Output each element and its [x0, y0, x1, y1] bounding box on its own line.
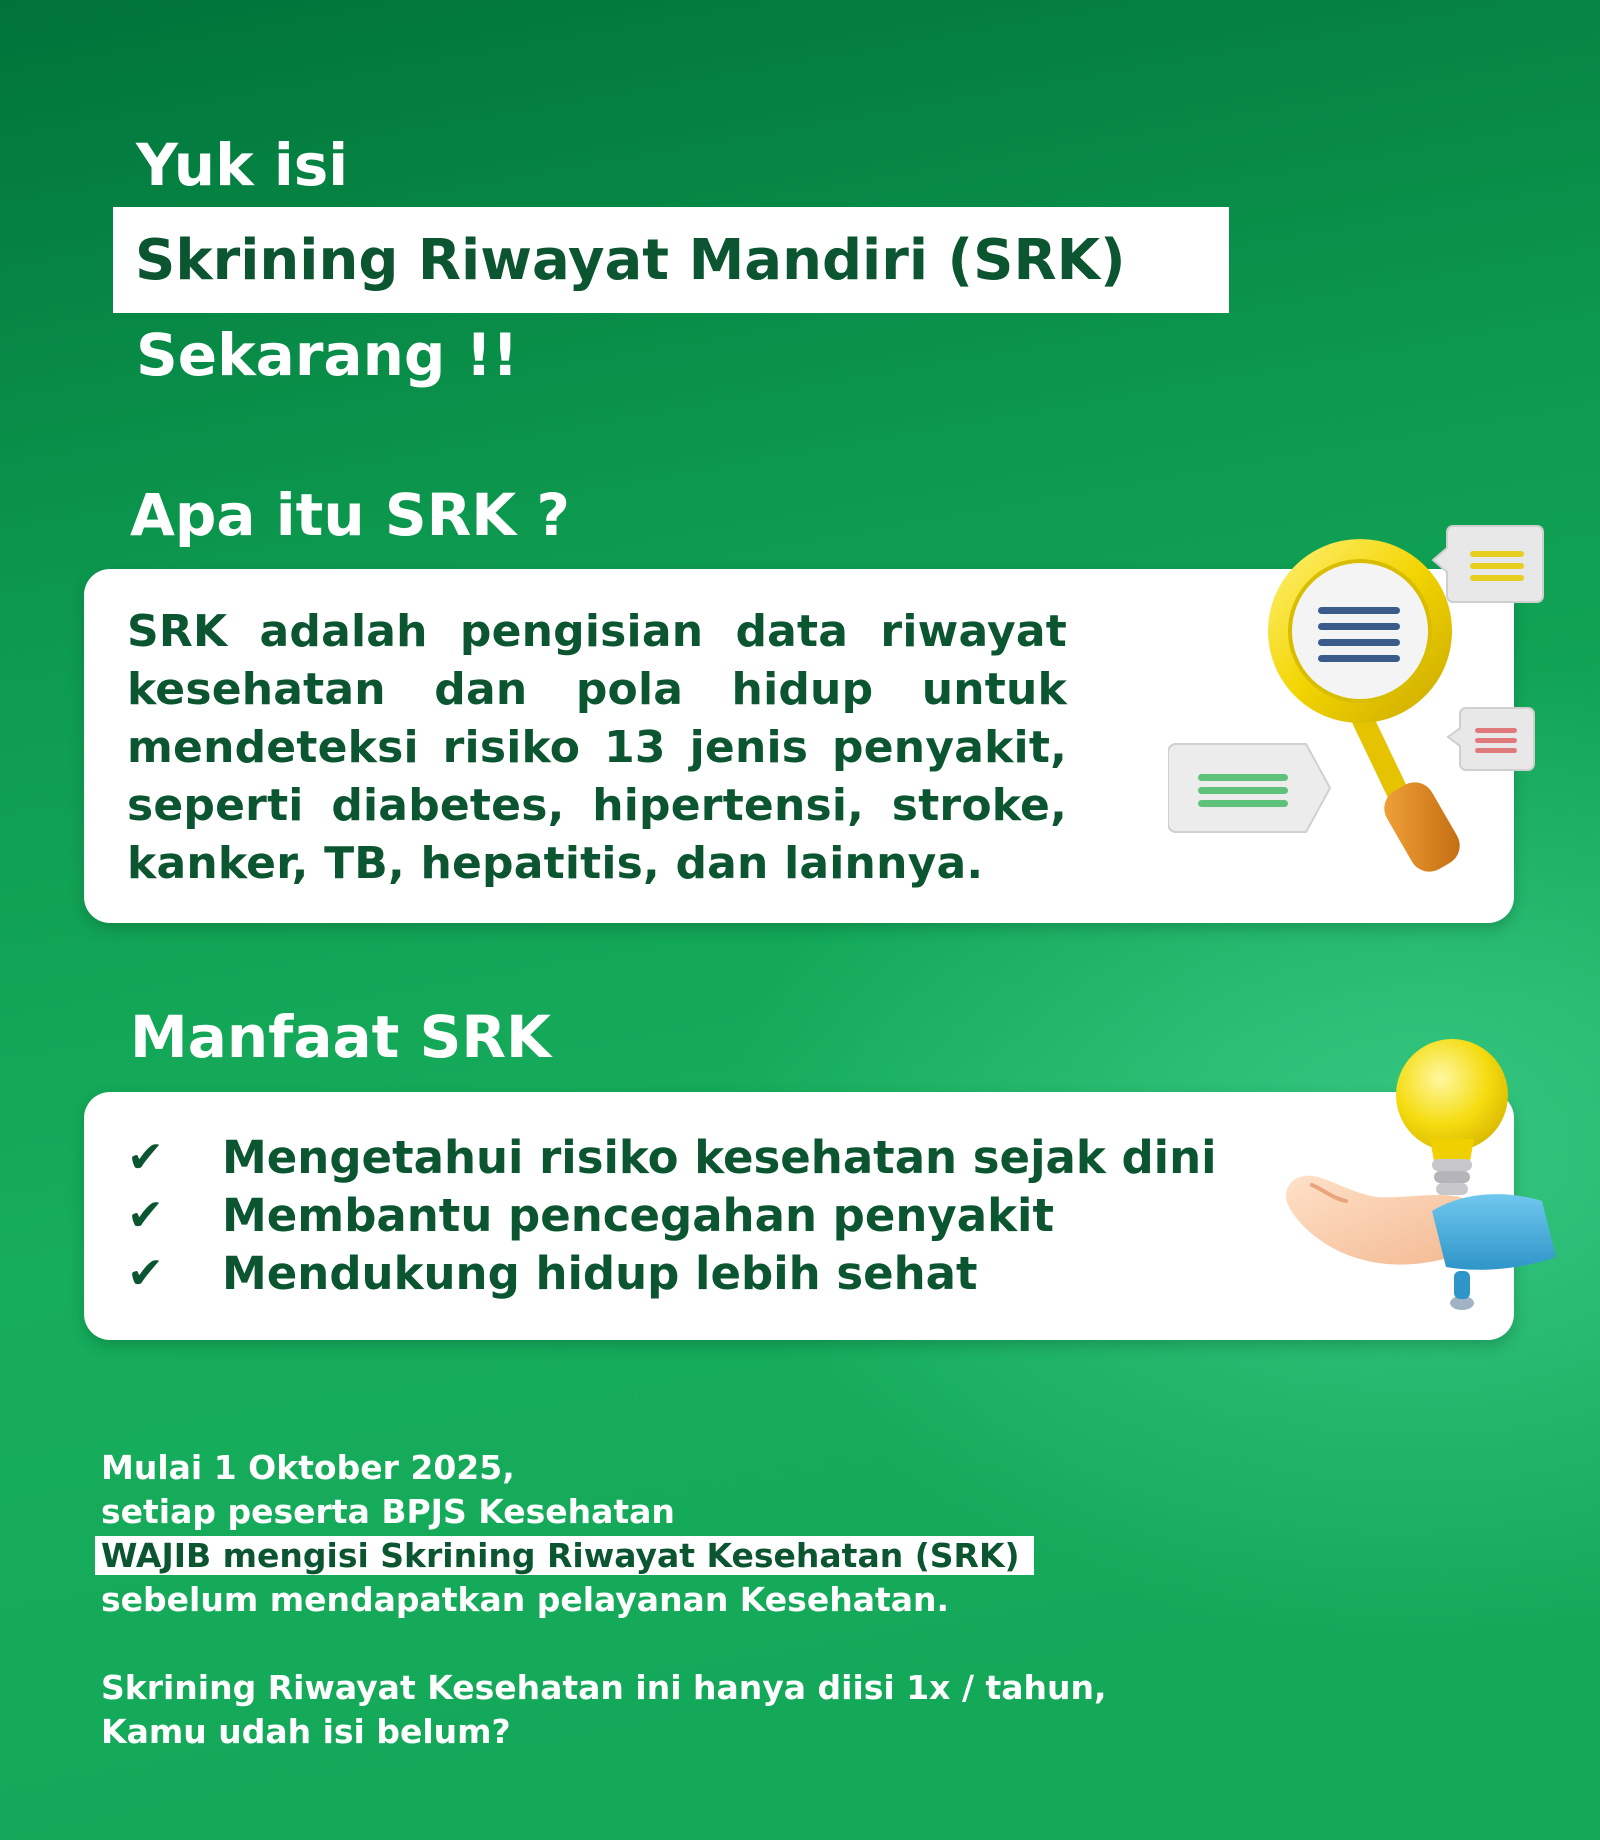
chat-bubble-red-icon — [1448, 708, 1534, 770]
check-icon: ✔ — [127, 1190, 164, 1241]
check-icon: ✔ — [127, 1248, 164, 1299]
hand-holding-lightbulb-icon — [1282, 1035, 1562, 1325]
list-item — [127, 1129, 1217, 1187]
list-item — [127, 1187, 1217, 1245]
benefits-heading: Manfaat SRK — [130, 1003, 551, 1071]
headline-highlight-box — [113, 207, 1229, 313]
footer-line-5: Skrining Riwayat Kesehatan ini hanya diisi 1x / tahun, — [101, 1668, 1107, 1707]
footer-line-2: setiap peserta BPJS Kesehatan — [101, 1492, 675, 1531]
what-is-srk-description: SRK adalah pengisian data riwayat kesehatan dan pola hidup untuk mendeteksi risiko 13 jenis penyakit, seperti diabetes, hipertensi, stroke, kanker, TB, hepatitis, dan lainnya. — [127, 606, 1067, 889]
check-icon: ✔ — [127, 1132, 164, 1183]
footer-line-1: Mulai 1 Oktober 2025, — [101, 1448, 515, 1487]
footer-highlight: WAJIB mengisi Skrining Riwayat Kesehatan (SRK) — [95, 1536, 1034, 1575]
headline-line-1: Yuk isi — [136, 131, 349, 199]
footer-line-6: Kamu udah isi belum? — [101, 1712, 511, 1751]
chat-bubble-yellow-icon — [1433, 526, 1543, 602]
footer-line-4: sebelum mendapatkan pelayanan Kesehatan. — [101, 1580, 950, 1619]
benefit-text: Mengetahui risiko kesehatan sejak dini — [222, 1131, 1217, 1184]
benefits-list — [127, 1129, 1217, 1303]
list-item — [127, 1245, 1217, 1303]
magnifier-handle — [1363, 720, 1467, 879]
benefit-text: Mendukung hidup lebih sehat — [222, 1247, 978, 1300]
headline-line-3: Sekarang !! — [136, 321, 519, 389]
what-is-srk-heading: Apa itu SRK ? — [130, 481, 571, 549]
headline-highlight: Skrining Riwayat Mandiri (SRK) — [135, 227, 1126, 293]
magnifier-with-chat-bubbles-icon — [1168, 520, 1548, 880]
benefit-text: Membantu pencegahan penyakit — [222, 1189, 1054, 1242]
chat-bubble-green-icon — [1168, 744, 1330, 832]
footer-notice — [101, 1446, 1107, 1754]
